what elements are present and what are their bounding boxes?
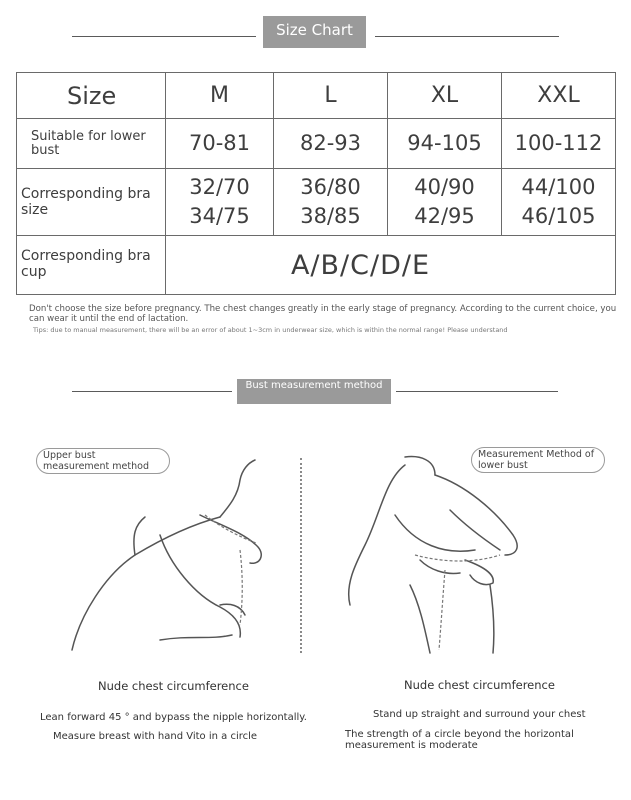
divider-left-bust	[72, 391, 232, 392]
row-label-bra-size: Corresponding bra size	[17, 169, 166, 236]
bra-cup-value: A/B/C/D/E	[166, 236, 616, 295]
size-header-label: Size	[17, 73, 166, 119]
bust-method-tag: Bust measurement method	[237, 379, 391, 404]
table-cell: 82-93	[274, 119, 388, 169]
table-cell	[502, 169, 616, 236]
row-label-bra-cup: Corresponding bra cup	[17, 236, 166, 295]
lower-bust-illustration	[335, 455, 535, 655]
right-caption-line-1: Stand up straight and surround your chest	[373, 709, 586, 720]
size-col-xxl: XXL	[502, 73, 616, 119]
table-row	[17, 169, 616, 236]
row-label-lower-bust: Suitable for lower bust	[17, 119, 166, 169]
left-caption-line-1: Lean forward 45 ° and bypass the nipple horizontally.	[40, 712, 307, 723]
upper-bust-illustration	[60, 455, 280, 655]
size-header-row	[17, 73, 616, 119]
right-caption-title: Nude chest circumference	[404, 678, 555, 692]
upper-bust-bubble: Upper bust measurement method	[36, 448, 170, 474]
table-cell	[166, 169, 274, 236]
bra-size-value: 44/100	[521, 175, 596, 199]
note-line-2: can wear it until the end of lactation.	[29, 314, 189, 324]
left-caption-title: Nude chest circumference	[98, 679, 249, 693]
divider-right-top	[375, 36, 559, 37]
bra-size-value: 32/70	[189, 175, 250, 199]
size-col-xl: XL	[388, 73, 502, 119]
bra-size-value: 42/95	[414, 204, 475, 228]
note-line-1: Don't choose the size before pregnancy. The chest changes greatly in the early stage of pregnancy. According to the current choice, you	[29, 304, 617, 314]
table-cell: 100-112	[502, 119, 616, 169]
size-col-l: L	[274, 73, 388, 119]
table-cell: 94-105	[388, 119, 502, 169]
right-caption-line-2: The strength of a circle beyond the horizontal measurement is moderate	[345, 729, 574, 751]
table-row	[17, 236, 616, 295]
table-row	[17, 119, 616, 169]
table-cell	[274, 169, 388, 236]
bra-size-value: 34/75	[189, 204, 250, 228]
tips-note: Tips: due to manual measurement, there will be an error of about 1~3cm in underwear size, which is within the normal range! Please understand	[33, 326, 508, 334]
lower-bust-bubble: Measurement Method of lower bust	[471, 447, 605, 473]
bra-size-value: 40/90	[414, 175, 475, 199]
bra-size-value: 36/80	[300, 175, 361, 199]
bra-size-value: 46/105	[521, 204, 596, 228]
divider-left-top	[72, 36, 256, 37]
divider-right-bust	[396, 391, 558, 392]
size-chart-tag: Size Chart	[263, 16, 366, 48]
table-cell	[388, 169, 502, 236]
left-caption-line-2: Measure breast with hand Vito in a circle	[53, 731, 258, 742]
size-col-m: M	[166, 73, 274, 119]
table-cell: 70-81	[166, 119, 274, 169]
bra-size-value: 38/85	[300, 204, 361, 228]
section-separator	[300, 458, 302, 653]
size-table	[16, 72, 616, 295]
